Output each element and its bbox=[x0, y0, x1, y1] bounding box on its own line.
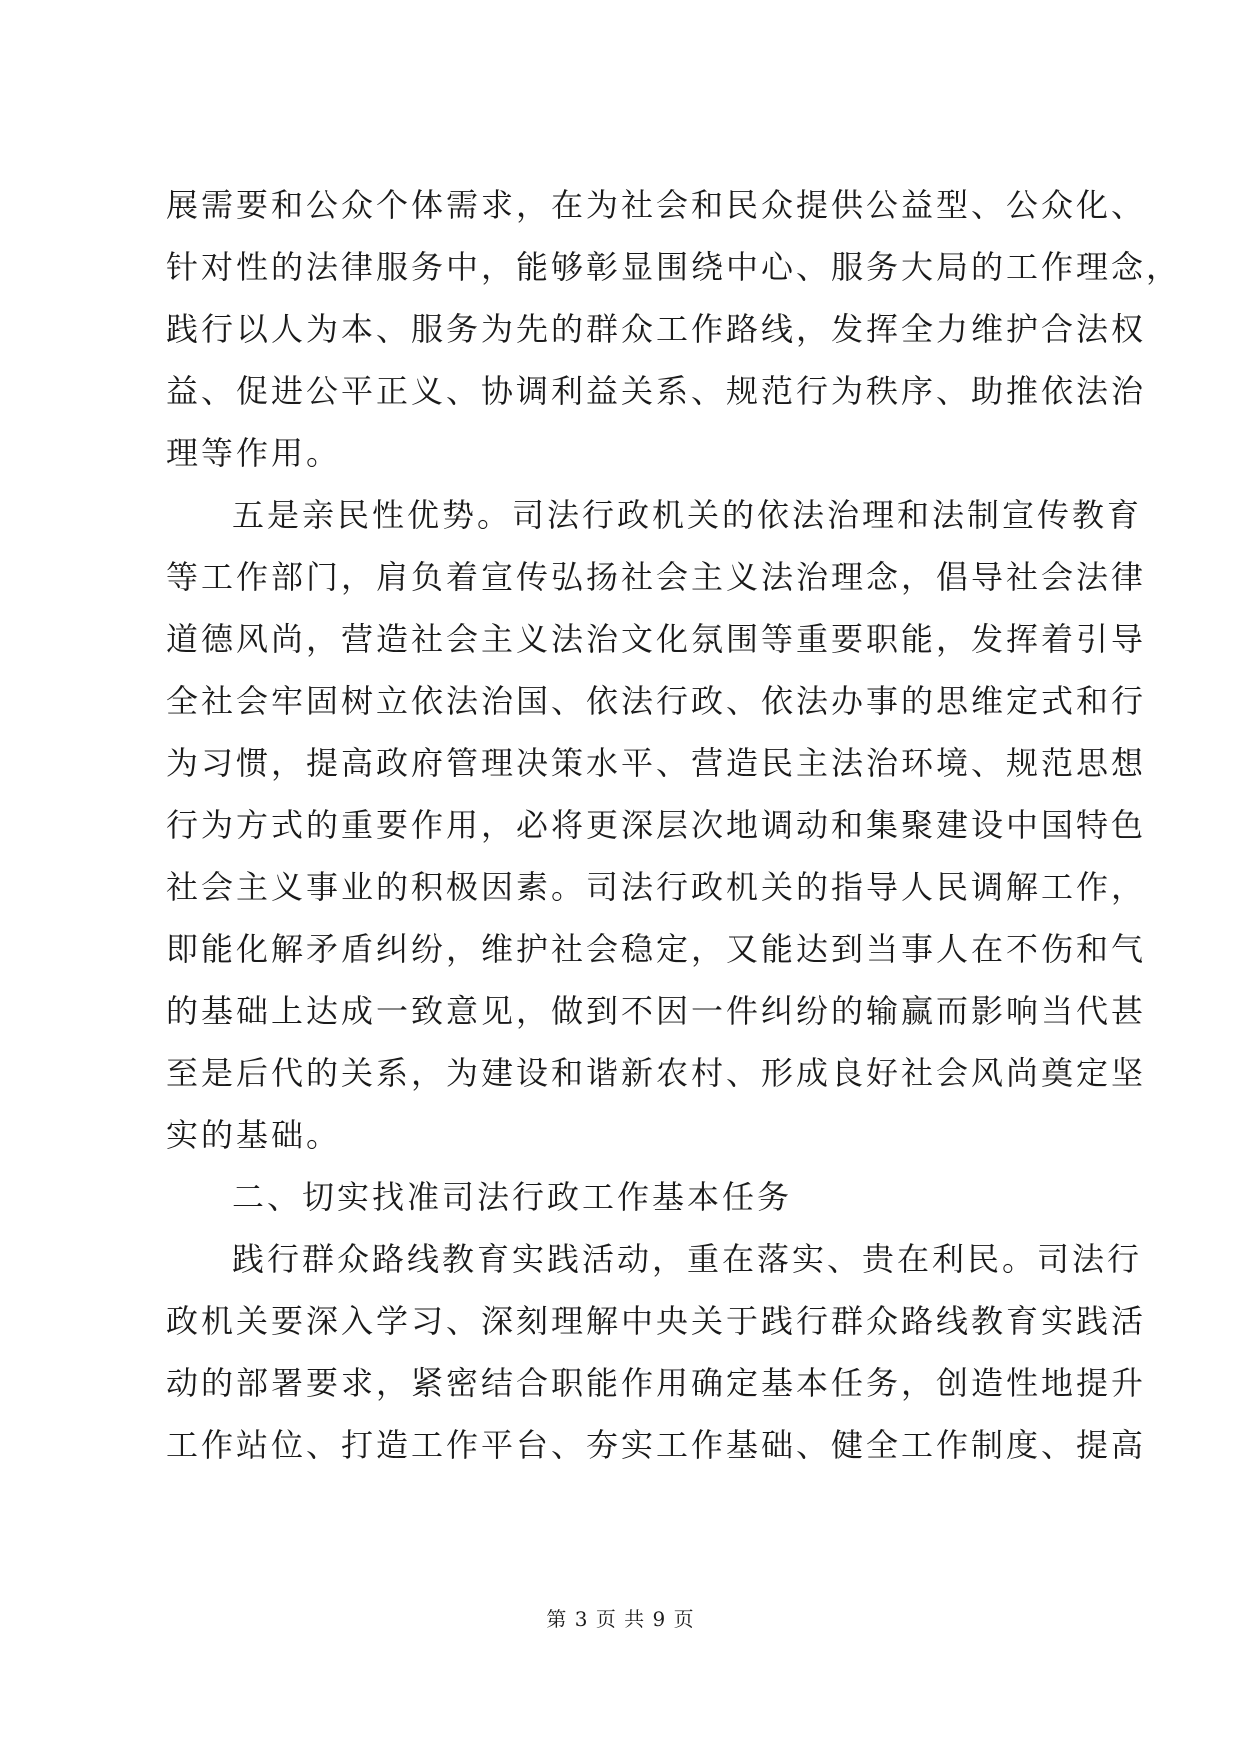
document-body bbox=[166, 174, 1182, 1476]
text-line: 即能化解矛盾纠纷，维护社会稳定，又能达到当事人在不伤和气 bbox=[166, 930, 1147, 968]
text-line: 行为方式的重要作用，必将更深层次地调动和集聚建设中国特色 bbox=[166, 806, 1147, 844]
text-line: 益、促进公平正义、协调利益关系、规范行为秩序、助推依法治 bbox=[166, 372, 1147, 410]
text-line: 理等作用。 bbox=[166, 434, 342, 472]
text-line: 道德风尚，营造社会主义法治文化氛围等重要职能，发挥着引导 bbox=[166, 620, 1147, 658]
text-line: 展需要和公众个体需求，在为社会和民众提供公益型、公众化、 bbox=[166, 186, 1147, 224]
paragraph-start-line: 五是亲民性优势。司法行政机关的依法治理和法制宣传教育 bbox=[232, 496, 1143, 534]
text-line: 动的部署要求，紧密结合职能作用确定基本任务，创造性地提升 bbox=[166, 1364, 1147, 1402]
text-line: 针对性的法律服务中，能够彰显围绕中心、服务大局的工作理念， bbox=[166, 248, 1182, 286]
page-footer: 第 3 页 共 9 页 bbox=[546, 1607, 695, 1631]
text-line: 全社会牢固树立依法治国、依法行政、依法办事的思维定式和行 bbox=[166, 682, 1147, 720]
text-line: 社会主义事业的积极因素。司法行政机关的指导人民调解工作， bbox=[166, 868, 1147, 906]
text-line: 实的基础。 bbox=[166, 1116, 342, 1154]
paragraph-start-line: 践行群众路线教育实践活动，重在落实、贵在利民。司法行 bbox=[232, 1240, 1143, 1278]
text-line: 践行以人为本、服务为先的群众工作路线，发挥全力维护合法权 bbox=[166, 310, 1147, 348]
text-line: 的基础上达成一致意见，做到不因一件纠纷的输赢而影响当代甚 bbox=[166, 992, 1147, 1030]
section-heading: 二、切实找准司法行政工作基本任务 bbox=[232, 1178, 793, 1216]
text-line: 工作站位、打造工作平台、夯实工作基础、健全工作制度、提高 bbox=[166, 1426, 1147, 1464]
text-line: 等工作部门，肩负着宣传弘扬社会主义法治理念，倡导社会法律 bbox=[166, 558, 1147, 596]
text-line: 至是后代的关系，为建设和谐新农村、形成良好社会风尚奠定坚 bbox=[166, 1054, 1147, 1092]
text-line: 为习惯，提高政府管理决策水平、营造民主法治环境、规范思想 bbox=[166, 744, 1147, 782]
text-line: 政机关要深入学习、深刻理解中央关于践行群众路线教育实践活 bbox=[166, 1302, 1147, 1340]
